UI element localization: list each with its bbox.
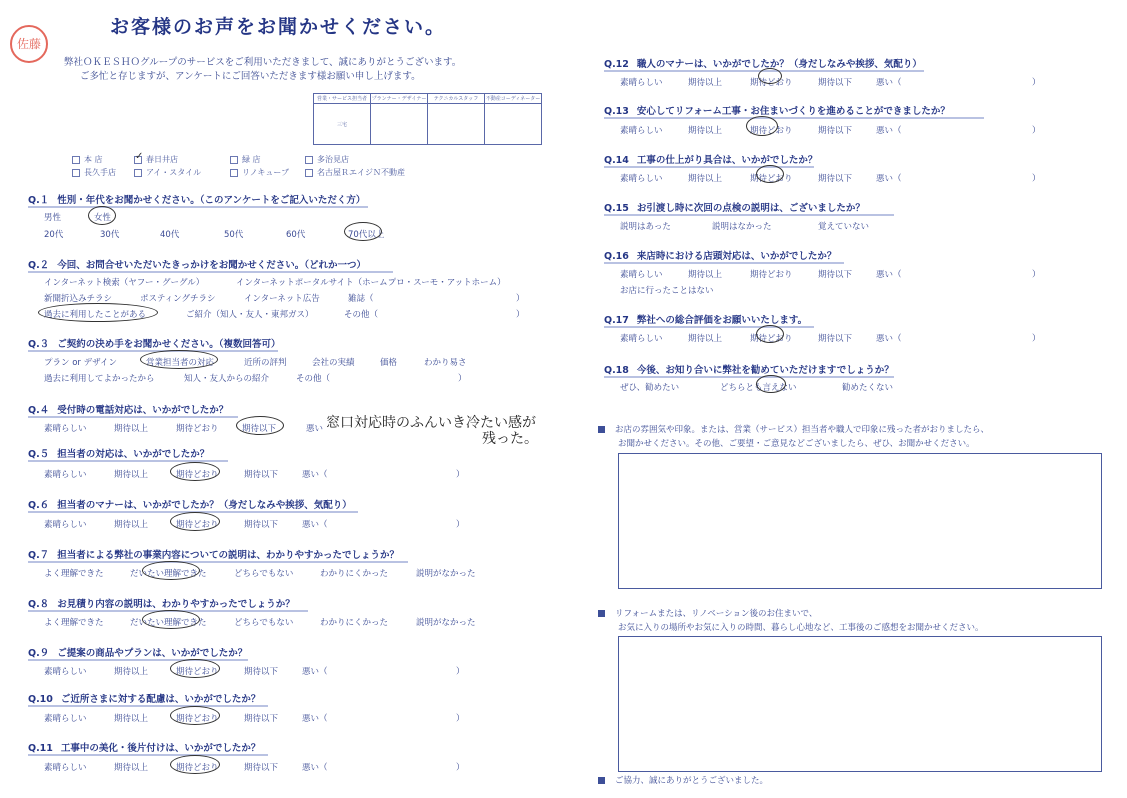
q4-option[interactable]: 期待以下 (242, 424, 277, 434)
q13-option[interactable]: 素晴らしい (620, 126, 663, 136)
q16-option[interactable]: お店に行ったことはない (620, 286, 714, 296)
answer-circle (746, 116, 778, 136)
q18-option[interactable]: どちらとも言えない (720, 383, 797, 393)
q2-option: ） (516, 294, 525, 304)
q1-option[interactable]: 50代 (224, 230, 244, 240)
answer-circle (756, 375, 786, 393)
q1-option[interactable]: 男性 (44, 213, 62, 223)
q3-option[interactable]: 価格 (380, 358, 398, 368)
q12-option[interactable]: 期待以下 (818, 78, 853, 88)
q15-title: Q.15 お引渡し時に次回の点検の説明は、ございましたか？ (604, 203, 865, 214)
q3-option: ） (458, 374, 467, 384)
staff-header-planner: プランナー・デザイナー (371, 94, 428, 104)
divider (604, 376, 894, 378)
q6-option[interactable]: 素晴らしい (44, 520, 87, 530)
q10-option[interactable]: 期待どおり (176, 714, 219, 724)
q2-option[interactable]: その他（ (344, 310, 379, 320)
q6-option[interactable]: 期待以上 (114, 520, 149, 530)
q16-option[interactable]: 悪い（ (876, 270, 902, 280)
checkbox-checked-icon[interactable]: ✓ (135, 150, 144, 162)
handwritten-comment: 窓口対応時のふんいき冷たい感が (326, 415, 536, 431)
q13-option[interactable]: 期待どおり (750, 126, 793, 136)
staff-value-sales[interactable]: 三宅 (314, 104, 371, 145)
q11-option[interactable]: 期待どおり (176, 763, 219, 773)
q18-title: Q.18 今後、お知り合いに弊社を勧めていただけますでしょうか？ (604, 365, 894, 376)
comment2-prompt: リフォームまたは、リノベーション後のお住まいで、 (598, 607, 817, 619)
q5-option[interactable]: 期待以上 (114, 470, 149, 480)
q2-option[interactable]: ご紹介（知人・友人・東邦ガス） (186, 310, 314, 320)
q12-option[interactable]: 期待以上 (688, 78, 723, 88)
q17-option[interactable]: 期待どおり (750, 334, 793, 344)
q13-option[interactable]: 悪い（ (876, 126, 902, 136)
q4-option[interactable]: 悪い (306, 424, 324, 434)
q17-option: ） (1032, 334, 1041, 344)
square-bullet-icon (598, 426, 605, 433)
q14-option: ） (1032, 174, 1041, 184)
checkbox-icon[interactable] (230, 169, 238, 177)
q12-option: ） (1032, 78, 1041, 88)
q9-option[interactable]: 期待以下 (244, 667, 279, 677)
q5-option[interactable]: 素晴らしい (44, 470, 87, 480)
q3-title: Q.３ ご契約の決め手をお聞かせください。（複数回答可） (28, 339, 281, 350)
seal-stamp: 佐藤 (10, 25, 48, 63)
q5-title: Q.５ 担当者の対応は、いかがでしたか？ (28, 449, 210, 460)
q13-title: Q.13 安心してリフォーム工事・お住まいづくりを進めることができましたか？ (604, 106, 950, 117)
staff-value-planner[interactable] (371, 104, 428, 145)
divider (28, 754, 268, 756)
store-item[interactable]: リノキューブ (230, 167, 289, 178)
q6-option[interactable]: 期待以下 (244, 520, 279, 530)
staff-value-technical[interactable] (428, 104, 485, 145)
q3-option[interactable]: 会社の実績 (312, 358, 355, 368)
q3-option[interactable]: プラン or デザイン (44, 358, 118, 368)
q16-option[interactable]: 期待以下 (818, 270, 853, 280)
q17-option[interactable]: 悪い（ (876, 334, 902, 344)
divider (604, 326, 814, 328)
square-bullet-icon (598, 610, 605, 617)
q2-title: Q.２ 今回、お問合せいただいたきっかけをお聞かせください。（どれか一つ） (28, 260, 366, 271)
q2-option[interactable]: ポスティングチラシ (140, 294, 216, 304)
q11-option[interactable]: 悪い（ (302, 763, 328, 773)
answer-circle (344, 222, 385, 241)
q5-option: ） (456, 470, 465, 480)
divider (28, 705, 268, 707)
answer-circle (142, 561, 200, 580)
q12-option[interactable]: 期待どおり (750, 78, 793, 88)
q3-option[interactable]: その他（ (296, 374, 331, 384)
q7-title: Q.７ 担当者による弊社の事業内容についての説明は、わかりやすかったでしょうか？ (28, 550, 399, 561)
staff-table (313, 93, 542, 145)
q15-option[interactable]: 覚えていない (818, 222, 870, 232)
q9-option[interactable]: 素晴らしい (44, 667, 87, 677)
q7-option[interactable]: だいたい理解できた (130, 569, 207, 579)
q7-option[interactable]: どちらでもない (234, 569, 294, 579)
divider (604, 262, 844, 264)
q3-option[interactable]: 知人・友人からの紹介 (184, 374, 270, 384)
answer-circle (140, 350, 218, 369)
q1-option[interactable]: 60代 (286, 230, 306, 240)
q7-option[interactable]: わかりにくかった (320, 569, 389, 579)
q9-option[interactable]: 期待以上 (114, 667, 149, 677)
q8-option[interactable]: どちらでもない (234, 618, 294, 628)
checkbox-icon[interactable] (72, 169, 80, 177)
q1-option[interactable]: 40代 (160, 230, 180, 240)
q11-option[interactable]: 素晴らしい (44, 763, 87, 773)
q10-option[interactable]: 悪い（ (302, 714, 328, 724)
q9-option: ） (456, 667, 465, 677)
q5-option[interactable]: 期待どおり (176, 470, 219, 480)
store-item[interactable]: 多治見店 (305, 154, 349, 165)
q12-title: Q.12 職人のマナーは、いかがでしたか？（身だしなみや挨拶、気配り） (604, 59, 922, 70)
q4-option[interactable]: 素晴らしい (44, 424, 87, 434)
answer-circle (756, 165, 784, 183)
checkbox-icon[interactable] (134, 169, 142, 177)
q4-option[interactable]: 期待以上 (114, 424, 149, 434)
divider (28, 206, 368, 208)
q8-title: Q.８ お見積り内容の説明は、わかりやすかったでしょうか？ (28, 599, 295, 610)
divider (28, 561, 408, 563)
q3-option[interactable]: 近所の評判 (244, 358, 287, 368)
q16-option[interactable]: 期待どおり (750, 270, 793, 280)
q1-title: Q.１ 性別・年代をお聞かせください。（このアンケートをご記入いただく方） (28, 195, 366, 206)
divider (604, 166, 814, 168)
q11-option: ） (456, 763, 465, 773)
store-item[interactable]: アイ・スタイル (134, 167, 201, 178)
checkbox-icon[interactable] (305, 169, 313, 177)
q11-option[interactable]: 期待以上 (114, 763, 149, 773)
q17-option[interactable]: 期待以下 (818, 334, 853, 344)
q13-option[interactable]: 期待以上 (688, 126, 723, 136)
q8-option[interactable]: だいたい理解できた (130, 618, 207, 628)
store-item[interactable]: 緑 店 (230, 154, 261, 165)
divider (28, 416, 238, 418)
q2-option[interactable]: インターネットポータルサイト（ホームプロ・スーモ・アットホーム） (236, 278, 506, 288)
q3-option[interactable]: 過去に利用してよかったから (44, 374, 155, 384)
q9-title: Q.９ ご提案の商品やプランは、いかがでしたか？ (28, 648, 248, 659)
comment1-textarea[interactable] (618, 453, 1102, 589)
store-item[interactable]: 本 店 (72, 154, 103, 165)
q14-option[interactable]: 期待以下 (818, 174, 853, 184)
q4-title: Q.４ 受付時の電話対応は、いかがでしたか？ (28, 405, 229, 416)
q6-option: ） (456, 520, 465, 530)
checkbox-icon[interactable] (305, 156, 313, 164)
answer-circle (170, 512, 220, 531)
q15-option[interactable]: 説明はなかった (712, 222, 772, 232)
q2-option[interactable]: 新聞折込みチラシ (44, 294, 113, 304)
q8-option[interactable]: よく理解できた (44, 618, 104, 628)
q10-option: ） (456, 714, 465, 724)
staff-header-sales: 営業・サービス担当者 (314, 94, 371, 104)
answer-circle (38, 303, 158, 322)
q11-title: Q.11 工事中の美化・後片付けは、いかがでしたか？ (28, 743, 261, 754)
q10-title: Q.10 ご近所さまに対する配慮は、いかがでしたか？ (28, 694, 261, 705)
divider (604, 117, 984, 119)
store-item[interactable]: ✓ 春日井店 (135, 150, 178, 164)
q18-option[interactable]: ぜひ、勧めたい (620, 383, 680, 393)
q2-option[interactable]: 雑誌（ (348, 294, 374, 304)
q2-option[interactable]: インターネット広告 (244, 294, 320, 304)
q6-option[interactable]: 期待どおり (176, 520, 219, 530)
divider (28, 659, 248, 661)
q1-option[interactable]: 女性 (94, 213, 112, 223)
q1-option[interactable]: 20代 (44, 230, 64, 240)
q5-option[interactable]: 期待以下 (244, 470, 279, 480)
answer-circle (170, 706, 220, 725)
q14-option[interactable]: 悪い（ (876, 174, 902, 184)
answer-circle (758, 68, 782, 84)
answer-circle (88, 206, 116, 225)
q14-option[interactable]: 期待どおり (750, 174, 793, 184)
comment2-prompt-2: お気に入りの場所やお気に入りの時間、暮らし心地など、工事後のご感想をお聞かせください。 (618, 623, 984, 633)
intro-line-1: 弊社ＯＫＥＳＨＯグループのサービスをご利用いただきまして、誠にありがとうございます。 (64, 57, 462, 68)
q13-option: ） (1032, 126, 1041, 136)
q10-option[interactable]: 素晴らしい (44, 714, 87, 724)
q16-option: ） (1032, 270, 1041, 280)
q3-option[interactable]: わかり易さ (424, 358, 467, 368)
comment1-prompt: お店の雰囲気や印象。または、営業（サービス）担当者や職人で印象に残った者がおりましたら、 (598, 423, 989, 435)
q14-option[interactable]: 素晴らしい (620, 174, 663, 184)
q6-title: Q.６ 担当者のマナーは、いかがでしたか？（身だしなみや挨拶、気配り） (28, 500, 352, 511)
q7-option[interactable]: 説明がなかった (416, 569, 476, 579)
q1-option[interactable]: 30代 (100, 230, 120, 240)
q14-title: Q.14 工事の仕上がり具合は、いかがでしたか？ (604, 155, 818, 166)
store-item[interactable]: 名古屋ＲエイジＮ不動産 (305, 167, 405, 178)
handwritten-comment: 残った。 (482, 431, 538, 447)
q2-option: ） (516, 310, 525, 320)
q16-title: Q.16 来店時における店頭対応は、いかがでしたか？ (604, 251, 837, 262)
checkbox-icon[interactable] (230, 156, 238, 164)
q17-option[interactable]: 期待以上 (688, 334, 723, 344)
q10-option[interactable]: 期待以上 (114, 714, 149, 724)
divider (604, 214, 894, 216)
divider (28, 271, 393, 273)
q7-option[interactable]: よく理解できた (44, 569, 104, 579)
comment1-prompt-2: お聞かせください。その他、ご要望・ご意見などございましたら、ぜひ、お聞かせください。 (618, 439, 975, 449)
staff-header-realestate: 不動産コーディネーター (485, 94, 542, 104)
q13-option[interactable]: 期待以下 (818, 126, 853, 136)
answer-circle (170, 755, 220, 774)
q16-option[interactable]: 素晴らしい (620, 270, 663, 280)
q11-option[interactable]: 期待以下 (244, 763, 279, 773)
staff-value-realestate[interactable] (485, 104, 542, 145)
answer-circle (756, 325, 784, 343)
q5-option[interactable]: 悪い（ (302, 470, 328, 480)
intro-line-2: ご多忙と存じますが、アンケートにご回答いただきます様お願い申し上げます。 (80, 71, 421, 82)
q9-option[interactable]: 悪い（ (302, 667, 328, 677)
q17-title: Q.17 弊社への総合評価をお願いいたします。 (604, 315, 808, 326)
q17-option[interactable]: 素晴らしい (620, 334, 663, 344)
q10-option[interactable]: 期待以下 (244, 714, 279, 724)
q12-option[interactable]: 悪い（ (876, 78, 902, 88)
q1-option[interactable]: 70代以上 (348, 230, 385, 240)
q9-option[interactable]: 期待どおり (176, 667, 219, 677)
q8-option[interactable]: わかりにくかった (320, 618, 389, 628)
q18-option[interactable]: 勧めたくない (842, 383, 894, 393)
store-item[interactable]: 長久手店 (72, 167, 116, 178)
q14-option[interactable]: 期待以上 (688, 174, 723, 184)
q6-option[interactable]: 悪い（ (302, 520, 328, 530)
page-title: お客様のお声をお聞かせください。 (110, 16, 447, 38)
answer-circle (170, 659, 220, 678)
checkbox-icon[interactable] (72, 156, 80, 164)
q3-option[interactable]: 営業担当者の対応 (146, 358, 215, 368)
q16-option[interactable]: 期待以上 (688, 270, 723, 280)
answer-circle (236, 416, 284, 435)
square-bullet-icon (598, 777, 605, 784)
q15-option[interactable]: 説明はあった (620, 222, 671, 232)
comment2-textarea[interactable] (618, 636, 1102, 772)
staff-header-technical: テクニカルスタッフ (428, 94, 485, 104)
q8-option[interactable]: 説明がなかった (416, 618, 476, 628)
q12-option[interactable]: 素晴らしい (620, 78, 663, 88)
thanks-footer: ご協力、誠にありがとうございました。 (598, 774, 768, 786)
q4-option[interactable]: 期待どおり (176, 424, 219, 434)
q2-option[interactable]: インターネット検索（ヤフー・グーグル） (44, 278, 205, 288)
answer-circle (170, 462, 220, 481)
answer-circle (142, 610, 200, 629)
q2-option[interactable]: 過去に利用したことがある (44, 310, 147, 320)
